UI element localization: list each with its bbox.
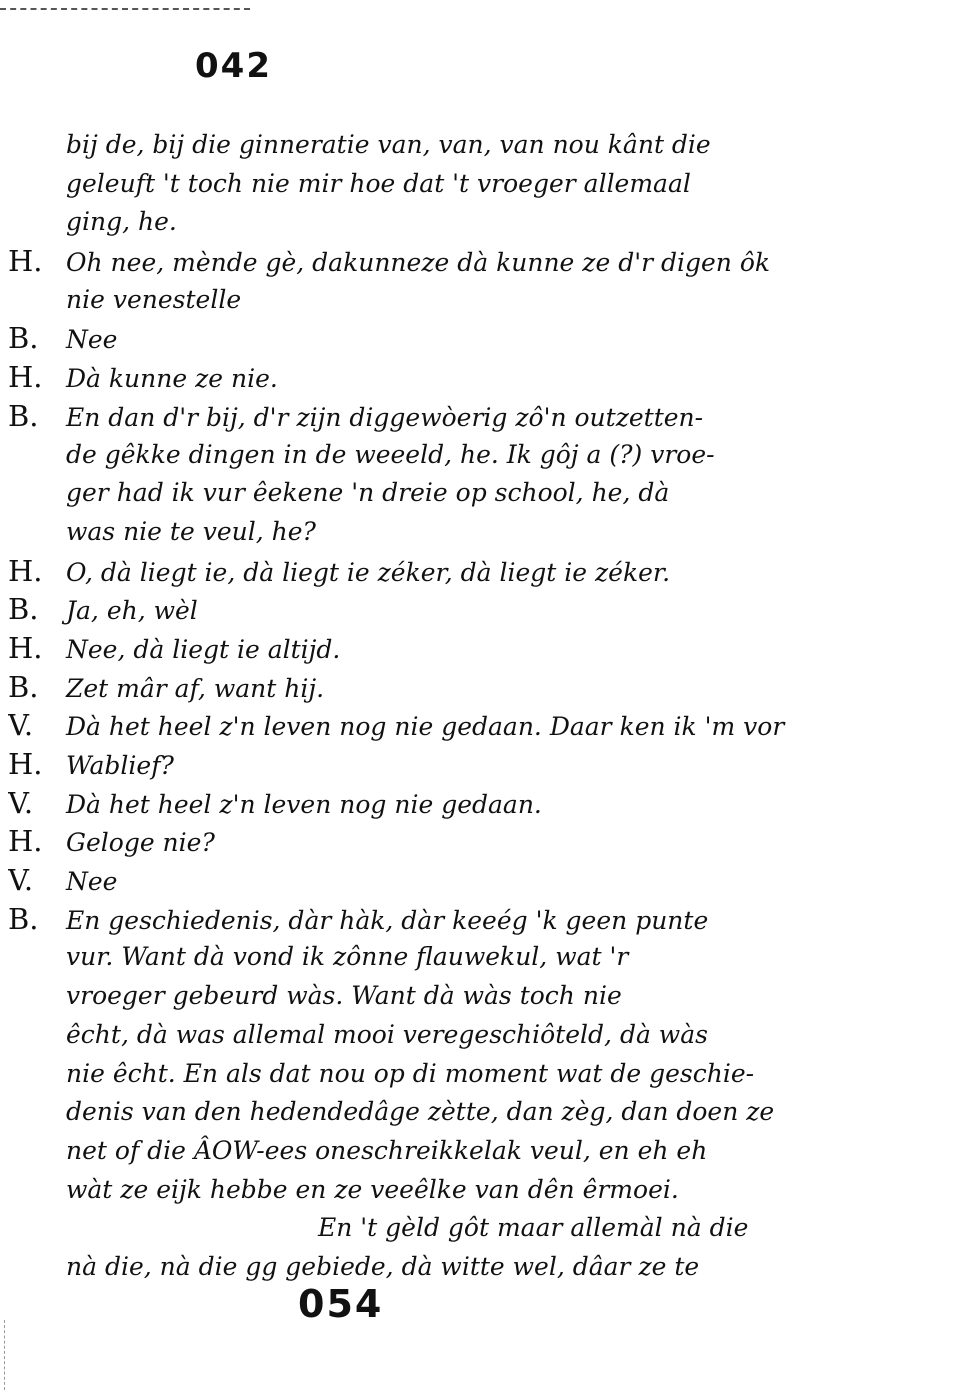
- line-text: was nie te veul, he?: [66, 516, 316, 546]
- line-text: Dà het heel z'n leven nog nie gedaan.: [66, 789, 542, 819]
- transcript-line: [8, 861, 968, 900]
- transcript-line: [8, 474, 968, 513]
- page-number-top: 042: [195, 46, 272, 86]
- transcript-line: [8, 938, 968, 977]
- transcript-line: [8, 629, 968, 668]
- speaker-label: H.: [8, 824, 43, 859]
- transcript-line: [8, 319, 968, 358]
- transcript-line: [8, 1248, 968, 1287]
- line-text: nie êcht. En als dat nou op di moment wat de geschie-: [66, 1058, 755, 1088]
- transcript-lines: [8, 126, 968, 1287]
- speaker-label: H.: [8, 360, 43, 395]
- transcript-line: [8, 900, 968, 939]
- line-text: de gêkke dingen in de weeeld, he. Ik gôj a (?) vroe-: [66, 439, 715, 469]
- transcript-line: [8, 1209, 968, 1248]
- line-text: O, dà liegt ie, dà liegt ie zéker, dà liegt ie zéker.: [66, 557, 671, 587]
- transcript-line: [8, 165, 968, 204]
- speaker-label: B.: [8, 669, 39, 704]
- speaker-label: B.: [8, 901, 39, 936]
- speaker-label: V.: [8, 785, 34, 820]
- transcript-line: [8, 203, 968, 242]
- speaker-label: H.: [8, 244, 43, 279]
- line-text: Nee: [66, 325, 118, 355]
- transcript-line: [8, 1055, 968, 1094]
- line-text: Nee, dà liegt ie altijd.: [66, 634, 341, 664]
- transcript-line: [8, 822, 968, 861]
- line-text: Nee: [66, 867, 118, 897]
- transcript-line: [8, 706, 968, 745]
- transcript-line: [8, 126, 968, 165]
- transcript-line: [8, 552, 968, 591]
- transcript-line: [8, 784, 968, 823]
- transcript-line: [8, 1016, 968, 1055]
- speaker-label: B.: [8, 398, 39, 433]
- transcript-line: [8, 513, 968, 552]
- left-edge-mark: [4, 1320, 5, 1390]
- line-text: vur. Want dà vond ik zônne flauwekul, wat 'r: [66, 942, 629, 972]
- speaker-label: H.: [8, 553, 43, 588]
- transcript-line: [8, 281, 968, 320]
- transcript-line: [8, 397, 968, 436]
- line-text: Geloge nie?: [66, 828, 215, 858]
- line-text: En geschiedenis, dàr hàk, dàr keeég 'k geen punte: [66, 905, 709, 935]
- line-text: denis van den hedendedâge zètte, dan zèg, dan doen ze: [66, 1097, 775, 1127]
- line-text: Ja, eh, wèl: [66, 596, 198, 626]
- line-text: bij de, bij die ginneratie van, van, van nou kânt die: [66, 130, 711, 159]
- transcript-line: [8, 1171, 968, 1210]
- line-text: ger had ik vur êekene 'n dreie op school, he, dà: [66, 478, 670, 508]
- line-text: nà die, nà die gg gebiede, dà witte wel, dâar ze te: [66, 1251, 700, 1281]
- page-number-bottom: 054: [298, 1282, 384, 1326]
- line-text: Oh nee, mènde gè, dakunneze dà kunne ze d'r digen ôk: [66, 248, 771, 278]
- transcript-line: [8, 1093, 968, 1132]
- transcript-line: [8, 358, 968, 397]
- speaker-label: H.: [8, 747, 43, 781]
- transcript-line: [8, 242, 968, 281]
- speaker-label: B.: [8, 321, 39, 356]
- transcript-line: [8, 590, 968, 629]
- speaker-label: H.: [8, 630, 43, 665]
- speaker-label: V.: [8, 708, 34, 743]
- line-text: Wablief?: [66, 751, 174, 780]
- transcript-line: [8, 436, 968, 475]
- line-text: nie venestelle: [66, 284, 242, 314]
- transcript-line: [8, 668, 968, 707]
- line-text: ging, he.: [66, 207, 177, 237]
- transcript-line: [8, 745, 968, 784]
- transcript-line: [8, 977, 968, 1016]
- speaker-label: V.: [8, 863, 34, 898]
- line-text: êcht, dà was allemal mooi veregeschiôteld, dà wàs: [66, 1019, 708, 1049]
- top-dashed-rule: [0, 8, 250, 10]
- line-text: En 't gèld gôt maar allemàl nà die: [318, 1213, 749, 1243]
- speaker-label: B.: [8, 592, 39, 627]
- line-text: En dan d'r bij, d'r zijn diggewòerig zô'n outzetten-: [66, 402, 704, 432]
- line-text: Zet mâr af, want hij.: [66, 673, 325, 703]
- line-text: geleuft 't toch nie mir hoe dat 't vroeger allemaal: [66, 168, 691, 198]
- line-text: Dà het heel z'n leven nog nie gedaan. Daar ken ik 'm vor: [66, 712, 785, 742]
- line-text: Dà kunne ze nie.: [66, 364, 278, 394]
- line-text: wàt ze eijk hebbe en ze veeêlke van dên êrmoei.: [66, 1174, 679, 1204]
- transcript-line: [8, 1132, 968, 1171]
- line-text: net of die ÂOW-ees oneschreikkelak veul, en eh eh: [66, 1135, 708, 1165]
- line-text: vroeger gebeurd wàs. Want dà wàs toch nie: [66, 981, 622, 1011]
